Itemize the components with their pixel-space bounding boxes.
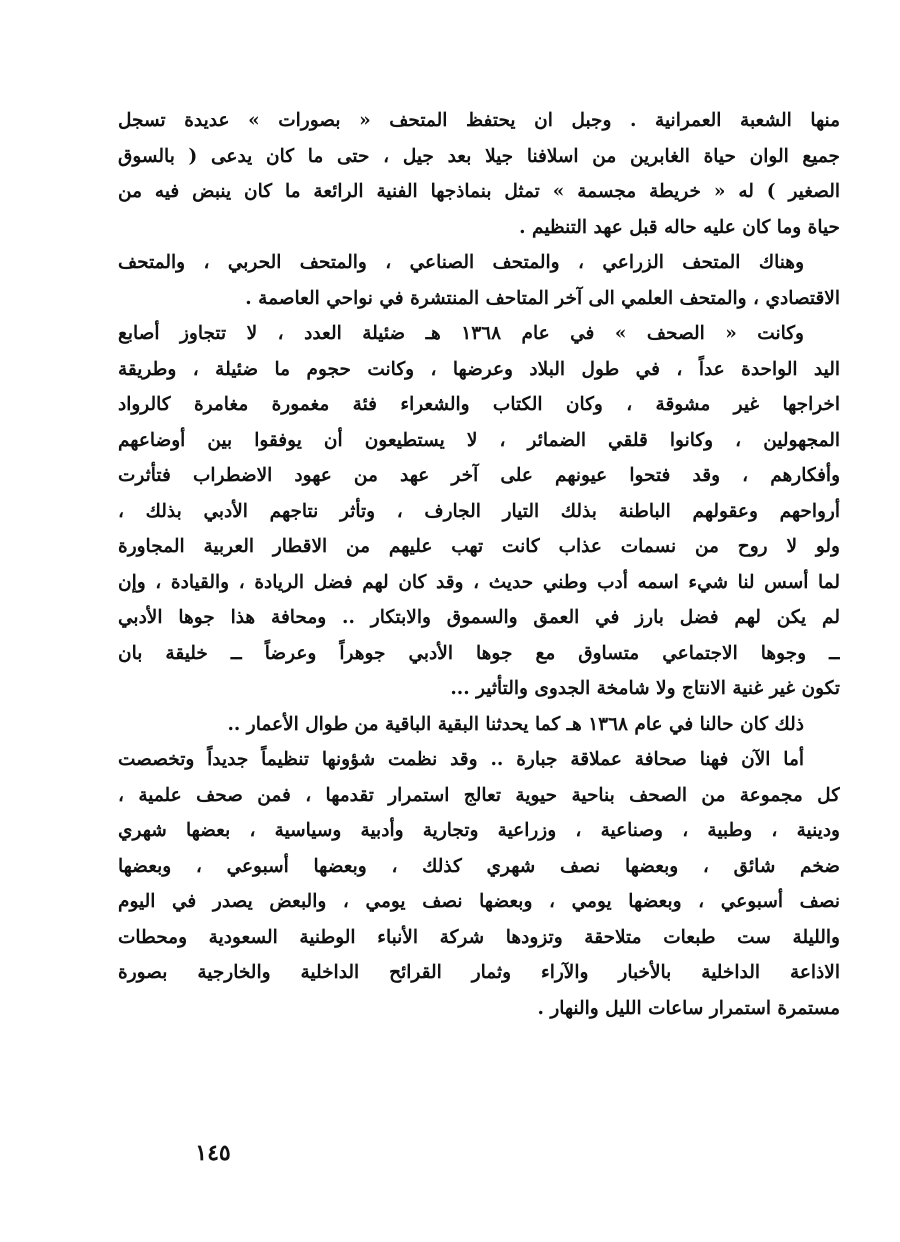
text-line: وأفكارهم ، وقد فتحوا عيونهم على آخر عهد من عهود الاضطراب فتأثرت	[118, 465, 840, 486]
text-line: اليد الواحدة عداً ، في طول البلاد وعرضها ، وكانت حجوم ما ضئيلة ، وطريقة	[118, 358, 840, 380]
paragraph-4	[118, 707, 840, 743]
text-line: وهناك المتحف الزراعي ، والمتحف الصناعي ، والمتحف الحربي ، والمتحف	[118, 252, 804, 273]
text-line: والليلة ست طبعات متلاحقة وتزودها شركة الأنباء الوطنية السعودية ومحطات	[118, 926, 840, 948]
text-line: ــ وجوها الاجتماعي متساوق مع جوها الأدبي جوهراً وعرضاً ــ خليقة بان	[118, 642, 840, 664]
text-line: تكون غير غنية الانتاج ولا شامخة الجدوى والتأثير ...	[450, 678, 840, 699]
text-line: الاقتصادي ، والمتحف العلمي الى آخر المتاحف المنتشرة في نواحي العاصمة .	[245, 287, 840, 309]
text-line: مستمرة استمرار ساعات الليل والنهار .	[537, 997, 840, 1019]
text-line: ذلك كان حالنا في عام ١٣٦٨ هـ كما يحدثنا البقية الباقية من طوال الأعمار ..	[227, 713, 804, 735]
text-line: ودينية ، وطبية ، وصناعية ، وزراعية وتجارية وأدبية وسياسية ، بعضها شهري	[118, 820, 840, 841]
text-line: أما الآن فهنا صحافة عملاقة جبارة .. وقد نظمت شؤونها تنظيماً جديداً وتخصصت	[118, 749, 804, 770]
text-line: الصغير ) له « خريطة مجسمة » تمثل بنماذجها الفنية الرائعة ما كان ينبض فيه من	[118, 181, 840, 202]
text-line: ولو لا روح من نسمات عذاب كانت تهب عليهم من الاقطار العربية المجاورة	[118, 536, 840, 557]
text-line: أرواحهم وعقولهم الباطنة بذلك التيار الجارف ، وتأثر نتاجهم الأدبي بذلك ،	[118, 500, 840, 522]
text-line: الاذاعة الداخلية بالأخبار والآراء وثمار القرائح الداخلية والخارجية بصورة	[118, 962, 840, 983]
text-line: لما أسس لنا شيء اسمه أدب وطني حديث ، وقد كان لهم فضل الريادة ، والقيادة ، وإن	[118, 571, 840, 593]
text-line: جميع الوان حياة الغابرين من اسلافنا جيلا بعد جيل ، حتى ما كان يدعى ( بالسوق	[118, 145, 840, 167]
paragraph-1	[118, 103, 840, 245]
text-line: المجهولين ، وكانوا قلقي الضمائر ، لا يستطيعون أن يوفقوا بين أوضاعهم	[118, 429, 840, 451]
paragraph-5	[118, 742, 840, 1026]
text-line: كل مجموعة من الصحف بناحية حيوية تعالج استمرار تقدمها ، فمن صحف علمية ،	[118, 784, 840, 806]
page-number: ١٤٥	[195, 1140, 231, 1166]
text-line: حياة وما كان عليه حاله قبل عهد التنظيم .	[519, 216, 840, 238]
paragraph-3	[118, 316, 840, 707]
text-line: لم يكن لهم فضل بارز في العمق والسموق والابتكار .. ومحافة هذا جوها الأدبي	[118, 607, 840, 628]
body-text	[118, 103, 840, 1026]
text-line: اخراجها غير مشوقة ، وكان الكتاب والشعراء فئة مغمورة مغامرة كالرواد	[118, 394, 840, 415]
text-line: ضخم شائق ، وبعضها نصف شهري كذلك ، وبعضها أسبوعي ، وبعضها	[118, 855, 840, 877]
paragraph-2	[118, 245, 840, 316]
text-line: نصف أسبوعي ، وبعضها يومي ، وبعضها نصف يومي ، والبعض يصدر في اليوم	[118, 891, 840, 912]
text-line: منها الشعبة العمرانية . وجبل ان يحتفظ المتحف « بصورات » عديدة تسجل	[118, 110, 840, 131]
text-line: وكانت « الصحف » في عام ١٣٦٨ هـ ضئيلة العدد ، لا تتجاوز أصابع	[118, 323, 804, 344]
